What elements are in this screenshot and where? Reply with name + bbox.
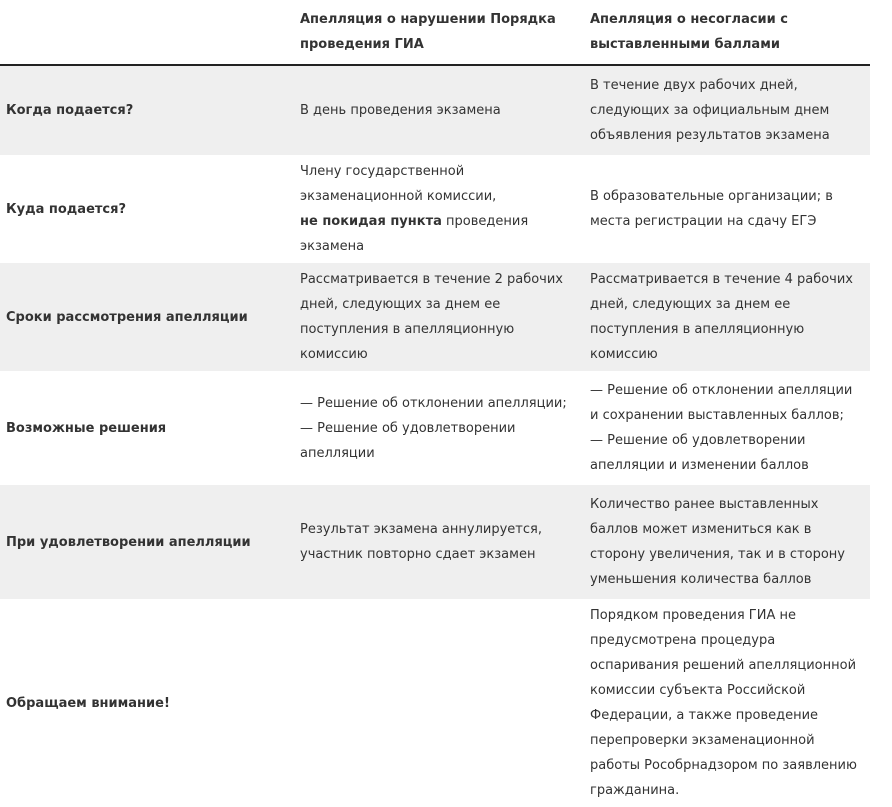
row-label-if-satisfied: При удовлетворении апелляции bbox=[0, 485, 290, 599]
where-violation-line1: Члену государственной экзаменационной комиссии, bbox=[300, 164, 497, 204]
table-row bbox=[0, 371, 870, 485]
table-row bbox=[0, 65, 870, 155]
decision-item: — Решение об удовлетворении апелляции bbox=[300, 420, 516, 461]
row-label-where: Куда подается? bbox=[6, 201, 127, 217]
where-violation-bold: не покидая пункта bbox=[300, 214, 442, 229]
header-row bbox=[0, 0, 870, 65]
cell-decisions-violation bbox=[290, 371, 580, 485]
cell-satisfied-disagreement: Количество ранее выставленных баллов может измениться как в сторону увеличения, так и в сторону уменьшения количества баллов bbox=[580, 485, 870, 599]
decision-item: — Решение об отклонении апелляции и сохранении выставленных баллов; bbox=[590, 383, 853, 423]
table-header bbox=[0, 0, 870, 65]
row-label-review-period: Сроки рассмотрения апелляции bbox=[0, 263, 290, 371]
cell-review-violation: Рассматривается в течение 2 рабочих дней, следующих за днем ее поступления в апелляционную комиссию bbox=[290, 263, 580, 371]
cell-when-disagreement: В течение двух рабочих дней, следующих за официальным днем объявления результатов экзамена bbox=[580, 65, 870, 155]
cell-where-disagreement: В образовательные организации; в места регистрации на сдачу ЕГЭ bbox=[590, 189, 833, 229]
cell-attention-violation bbox=[290, 599, 580, 807]
decision-item: — Решение об удовлетворении апелляции и изменении баллов bbox=[590, 433, 809, 473]
where-violation-rest: проведения экзамена bbox=[300, 214, 529, 254]
header-empty-cell bbox=[0, 0, 290, 65]
table-row bbox=[0, 599, 870, 807]
cell-decisions-disagreement bbox=[580, 371, 870, 485]
table-row bbox=[0, 485, 870, 599]
table-row bbox=[0, 263, 870, 371]
table-row bbox=[0, 155, 870, 263]
cell-attention-disagreement: Порядком проведения ГИА не предусмотрена процедура оспаривания решений апелляционной комиссии субъекта Российской Федерации, а также проведение перепроверки экзаменационной работы Рособрнадзором по заявлению гражданина. bbox=[590, 608, 857, 798]
table-body bbox=[0, 65, 870, 807]
decision-item: — Решение об отклонении апелляции; bbox=[300, 395, 567, 411]
row-label-when: Когда подается? bbox=[0, 65, 290, 155]
header-disagreement-appeal: Апелляция о несогласии с выставленными баллами bbox=[580, 0, 870, 65]
cell-satisfied-violation: Результат экзамена аннулируется, участник повторно сдает экзамен bbox=[290, 485, 580, 599]
cell-where-violation bbox=[290, 155, 580, 263]
cell-review-disagreement: Рассматривается в течение 4 рабочих дней, следующих за днем ее поступления в апелляционную комиссию bbox=[580, 263, 870, 371]
header-violation-appeal: Апелляция о нарушении Порядка проведения ГИА bbox=[290, 0, 580, 65]
row-label-decisions: Возможные решения bbox=[6, 420, 167, 436]
cell-when-violation: В день проведения экзамена bbox=[290, 65, 580, 155]
row-label-attention: Обращаем внимание! bbox=[6, 695, 170, 711]
